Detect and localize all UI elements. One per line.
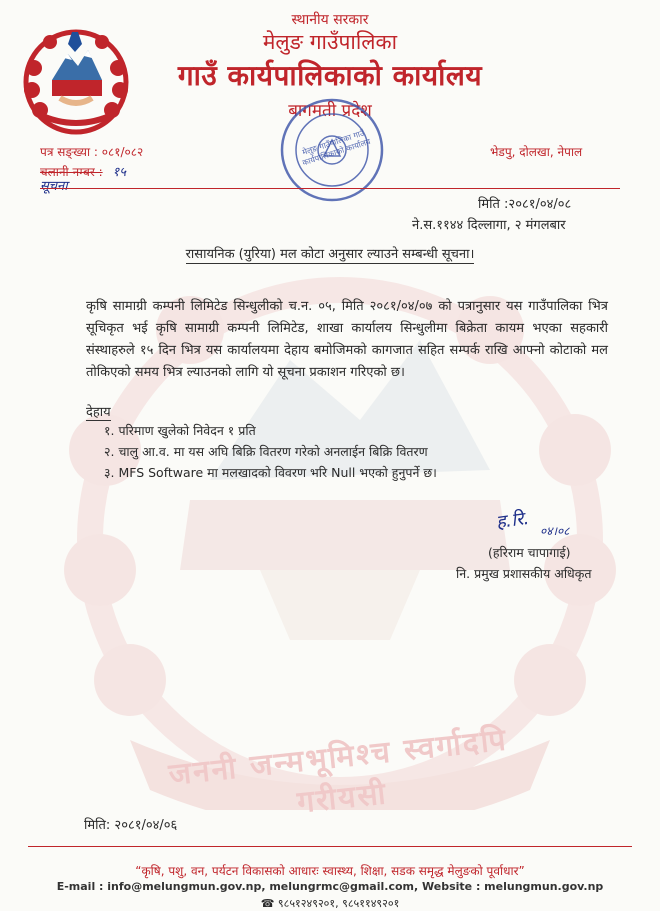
header-province: बागमती प्रदेश	[288, 101, 372, 121]
footer-contact: E-mail : info@melungmun.gov.np, melungrmc@gmail.com, Website : melungmun.gov.np	[56, 880, 604, 893]
footer-divider	[28, 846, 632, 847]
footer-slogan: “कृषि, पशु, वन, पर्यटन विकासको आधारः स्वास्थ्य, शिक्षा, सडक समृद्ध मेलुङको पूर्वाधार”	[135, 864, 525, 878]
date-line: मिति :२०८१/०४/०८	[478, 197, 572, 212]
subject-line	[0, 244, 660, 262]
nepal-sambat-date: ने.स.११४४ दिल्लागा, २ मंगलबार	[412, 218, 566, 233]
watermark-motto: जननी जन्मभूमिश्च स्वर्गादपि गरीयसी	[167, 722, 510, 821]
footer-date: मिति: २०८१/०४/०६	[84, 818, 178, 833]
signatory-title: नि. प्रमुख प्रशासकीय अधिकृत	[456, 566, 592, 581]
header-divider	[40, 188, 620, 189]
office-location: भेडपु, दोलखा, नेपाल	[490, 145, 583, 159]
signature-date: ०४।०८	[540, 524, 570, 538]
dehaya-label: देहाय	[86, 402, 111, 421]
subject-text: रासायनिक (युरिया) मल कोटा अनुसार ल्याउने सम्बन्धी सूचना।	[185, 247, 475, 262]
letter-number: पत्र सङ्ख्या : ०८१/०८२	[40, 145, 144, 159]
list-item: १. परिमाण खुलेको निवेदन १ प्रति	[104, 423, 256, 438]
signatory-name: (हरिराम चापागाई)	[488, 545, 571, 560]
handwritten-signature: ह.रि.	[494, 507, 531, 534]
footer-phone: ☎ ९८५१२४९२०१, ९८५११४९२०१	[260, 897, 400, 910]
dispatch-value: १५	[112, 165, 126, 180]
handwritten-note: सूचना	[40, 179, 68, 194]
list-item: ३. MFS Software मा मलखादको विवरण भरि Null भएको हुनुपर्ने छ।	[104, 465, 437, 480]
body-paragraph: कृषि सामाग्री कम्पनी लिमिटेड सिन्धुलीको च.न. ०५, मिति २०८१/०४/०७ को पत्रानुसार यस गाउँपालिका भित्र सूचिकृत भई कृषि सामाग्री कम्पनी लिमिटेड, शाखा कार्यालय सिन्धुलीमा बिक्रेता कायम भएका सहकारी संस्थाहरुले १५ दिन भित्र यस कार्यालयमा देहाय बमोजिमको कागजात सहित सम्पर्क राखि आफ्नो कोटाको मल तोकिएको समय भित्र ल्याउनको लागि यो सूचना प्रकाशन गरिएको छ।	[86, 299, 608, 380]
stamp-text: मेलुङ गाउँपालिका गाउँ कार्यपालिकाको कार्यालय	[301, 128, 372, 168]
dispatch-label: चलानी नम्बर :	[40, 165, 103, 179]
header-municipality: मेलुङ गाउँपालिका	[262, 30, 398, 54]
header-office: गाउँ कार्यपालिकाको कार्यालय	[177, 59, 483, 92]
list-item: २. चालु आ.व. मा यस अघि बिक्रि वितरण गरेको अनलाईन बिक्रि वितरण	[104, 444, 428, 459]
header-local-government: स्थानीय सरकार	[291, 12, 369, 28]
